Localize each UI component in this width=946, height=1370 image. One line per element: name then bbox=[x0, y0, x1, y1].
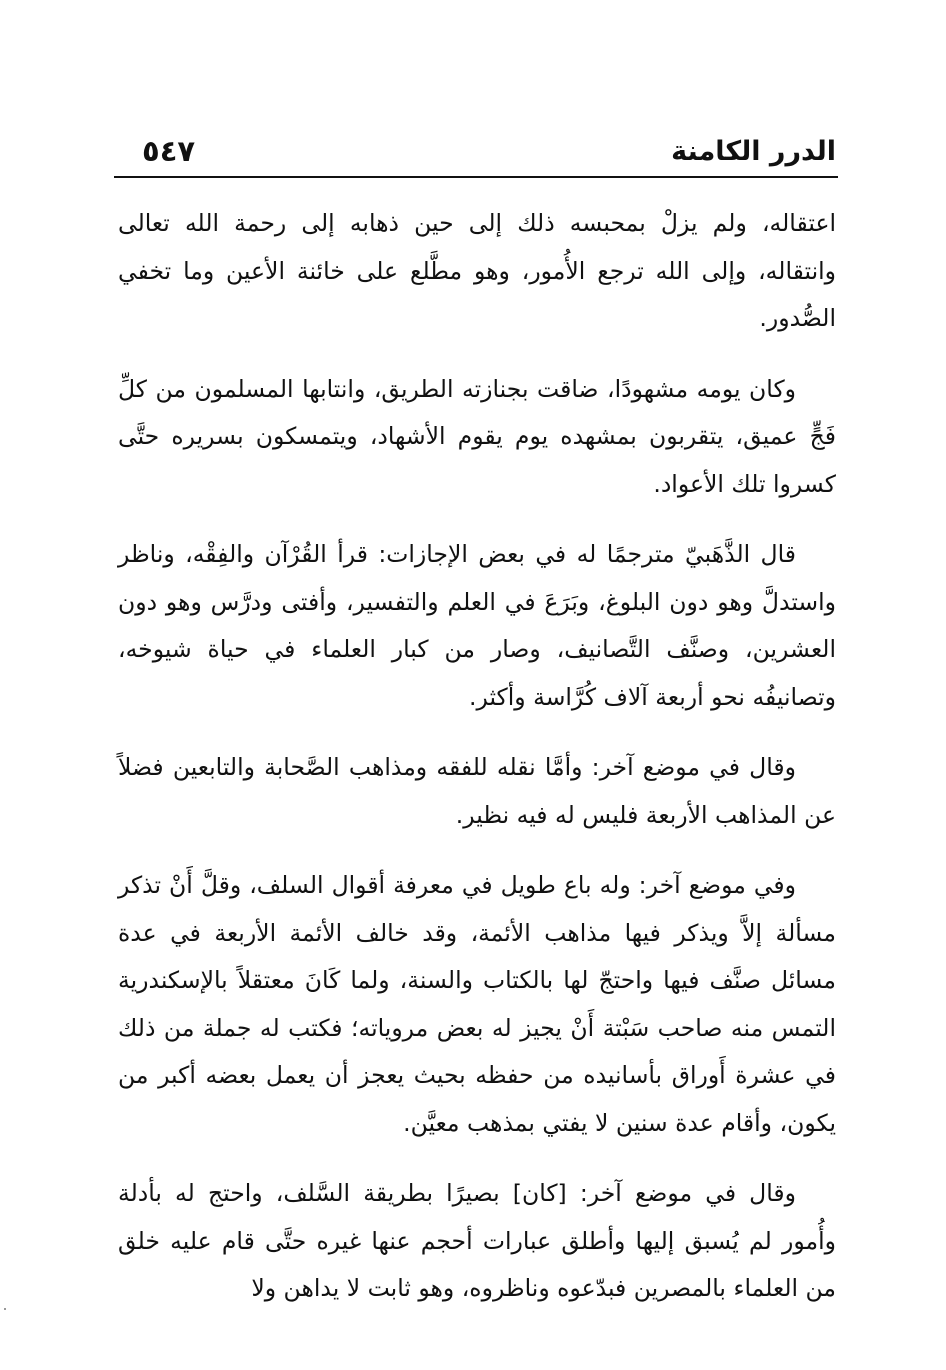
page-body bbox=[118, 200, 836, 1336]
header-divider bbox=[114, 176, 838, 178]
page-number: ٥٤٧ bbox=[142, 134, 196, 168]
book-title: الدرر الكامنة bbox=[671, 136, 836, 167]
scan-speck bbox=[4, 1308, 6, 1310]
paragraph-4: وقال في موضع آخر: وأمَّا نقله للفقه ومذاهب الصَّحابة والتابعين فضلاً عن المذاهب الأربعة فليس له فيه نظير. bbox=[118, 753, 836, 829]
paragraph-5: وفي موضع آخر: وله باع طويل في معرفة أقوال السلف، وقلَّ أَنْ تذكر مسألة إلاَّ ويذكر فيها مذاهب الأئمة، وقد خالف الأئمة الأربعة في عدة مسائل صنَّف فيها واحتجّ لها بالكتاب والسنة، ولما كَانَ معتقلاً بالإسكندرية التمس منه صاحب سَبْتة أَنْ يجيز له بعض مروياته؛ فكتب له جملة من ذلك في عشرة أَوراق بأسانيده من حفظه بحيث يعجز أن يعمل بعضه أكبر من يكون، وأقام عدة سنين لا يفتي بمذهب معيَّن. bbox=[118, 871, 836, 1137]
paragraph-6: وقال في موضع آخر: [كان] بصيرًا بطريقة السَّلف، واحتج له بأدلة وأُمور لم يُسبق إليها وأطلق عبارات أحجم عنها غيره حتَّى قام عليه خلق من العلماء بالمصرين فبدّعوه وناظروه، وهو ثابت لا يداهن ولا bbox=[118, 1179, 836, 1302]
paragraph-1: اعتقاله، ولم يزلْ بمحبسه ذلك إلى حين ذهابه إلى رحمة الله تعالى وانتقاله، وإلى الله ترجع الأُمور، وهو مطَّلع على خائنة الأعين وما تخفي الصُّدور. bbox=[118, 209, 836, 332]
running-header bbox=[118, 132, 836, 176]
paragraph-3: قال الذَّهَبيّ مترجمًا له في بعض الإجازات: قرأ القُرْآن والفِقْه، وناظر واستدلَّ وهو دون البلوغ، وبَرَعَ في العلم والتفسير، وأفتى ودرَّس وهو دون العشرين، وصنَّف التَّصانيف، وصار من كبار العلماء في حياة شيوخه، وتصانيفُه نحو أربعة آلاف كُرَّاسة وأكثر. bbox=[118, 540, 836, 711]
paragraph-2: وكان يومه مشهودًا، ضاقت بجنازته الطريق، وانتابها المسلمون من كلِّ فَجٍّ عميق، يتقربون بمشهده يوم يقوم الأشهاد، ويتمسكون بسريره حتَّى كسروا تلك الأعواد. bbox=[118, 374, 836, 498]
